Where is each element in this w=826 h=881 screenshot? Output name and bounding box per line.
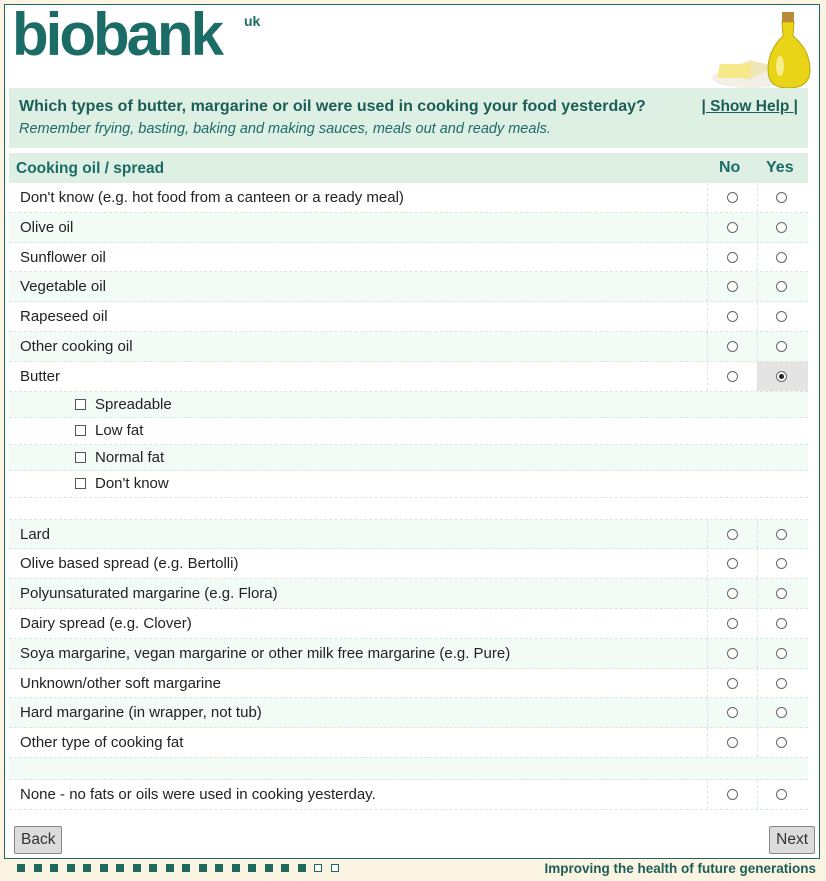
table-row (9, 183, 808, 213)
butter-option (9, 471, 808, 498)
radio-yes[interactable] (776, 192, 787, 203)
column-divider (707, 780, 708, 809)
biobank-logo (12, 1, 261, 68)
row-label: Other type of cooking fat (20, 734, 184, 752)
logo-text: biobank (12, 1, 222, 68)
butter-option (9, 392, 808, 419)
table-row (9, 669, 808, 699)
next-button[interactable]: Next (769, 826, 815, 854)
butter-and-oil-bottle-icon (710, 6, 818, 92)
progress-step (199, 864, 207, 872)
progress-step (17, 864, 25, 872)
column-divider (757, 669, 758, 698)
column-divider (757, 272, 758, 301)
table-row (9, 332, 808, 362)
progress-step (34, 864, 42, 872)
row-label: Butter (20, 367, 61, 385)
column-divider (757, 639, 758, 668)
back-button[interactable]: Back (14, 826, 62, 854)
column-divider (757, 728, 758, 757)
progress-step (182, 864, 190, 872)
column-divider (757, 243, 758, 272)
column-divider (757, 520, 758, 549)
row-label: Unknown/other soft margarine (20, 674, 221, 692)
radio-yes[interactable] (776, 222, 787, 233)
grid-header-label: Cooking oil / spread (16, 160, 165, 177)
none-row-wrap (9, 780, 808, 810)
grid-spacer (9, 758, 808, 780)
progress-step (232, 864, 240, 872)
radio-yes[interactable] (776, 648, 787, 659)
table-row (9, 728, 808, 758)
radio-no[interactable] (727, 737, 738, 748)
radio-yes[interactable] (776, 252, 787, 263)
checkbox[interactable] (75, 399, 86, 410)
radio-no[interactable] (727, 529, 738, 540)
progress-step (67, 864, 75, 872)
column-divider (757, 780, 758, 809)
progress-step (215, 864, 223, 872)
progress-step (166, 864, 174, 872)
radio-yes[interactable] (776, 707, 787, 718)
grid-header (9, 153, 808, 183)
question-box (9, 88, 808, 148)
column-divider (757, 549, 758, 578)
column-divider (707, 183, 708, 212)
progress-step (298, 864, 306, 872)
table-row (9, 609, 808, 639)
radio-no[interactable] (727, 707, 738, 718)
table-row (9, 213, 808, 243)
column-divider (707, 243, 708, 272)
table-row (9, 243, 808, 273)
progress-step (248, 864, 256, 872)
radio-no[interactable] (727, 789, 738, 800)
column-divider (707, 728, 708, 757)
rows-bottom (9, 520, 808, 758)
row-label: Polyunsaturated margarine (e.g. Flora) (20, 585, 278, 603)
checkbox[interactable] (75, 425, 86, 436)
radio-yes[interactable] (776, 789, 787, 800)
column-divider (757, 362, 758, 391)
progress-step (265, 864, 273, 872)
radio-yes[interactable] (776, 371, 787, 382)
table-row (9, 780, 808, 810)
row-label: Soya margarine, vegan margarine or other milk free margarine (e.g. Pure) (20, 644, 511, 662)
table-row (9, 520, 808, 550)
column-divider (707, 669, 708, 698)
table-row (9, 272, 808, 302)
radio-yes[interactable] (776, 618, 787, 629)
column-no-header: No (719, 159, 741, 176)
radio-yes[interactable] (776, 529, 787, 540)
radio-no[interactable] (727, 678, 738, 689)
table-row (9, 698, 808, 728)
table-row (9, 549, 808, 579)
checkbox-label: Don't know (95, 475, 169, 493)
column-divider (707, 520, 708, 549)
row-label: Lard (20, 525, 51, 543)
table-row (9, 639, 808, 669)
checkbox[interactable] (75, 478, 86, 489)
radio-yes[interactable] (776, 311, 787, 322)
column-yes-header: Yes (766, 159, 794, 176)
column-divider (707, 272, 708, 301)
radio-no[interactable] (727, 371, 738, 382)
progress-step (314, 864, 322, 872)
row-label: Dairy spread (e.g. Clover) (20, 614, 192, 632)
row-label: None - no fats or oils were used in cooking yesterday. (20, 785, 376, 803)
column-divider (707, 549, 708, 578)
column-divider (707, 639, 708, 668)
table-row (9, 362, 808, 392)
radio-no[interactable] (727, 311, 738, 322)
butter-options (9, 392, 808, 498)
column-divider (757, 579, 758, 608)
row-label: Vegetable oil (20, 278, 106, 296)
radio-no[interactable] (727, 222, 738, 233)
progress-step (149, 864, 157, 872)
row-label: Hard margarine (in wrapper, not tub) (20, 704, 262, 722)
radio-yes[interactable] (776, 678, 787, 689)
column-divider (757, 302, 758, 331)
radio-yes[interactable] (776, 588, 787, 599)
radio-yes[interactable] (776, 341, 787, 352)
radio-no[interactable] (727, 281, 738, 292)
radio-no[interactable] (727, 648, 738, 659)
footer-tagline: Improving the health of future generations (544, 861, 816, 876)
row-label: Olive based spread (e.g. Bertolli) (20, 555, 239, 573)
table-row (9, 302, 808, 332)
column-divider (707, 698, 708, 727)
column-divider (707, 332, 708, 361)
radio-no[interactable] (727, 558, 738, 569)
progress-step (116, 864, 124, 872)
row-label: Other cooking oil (20, 337, 133, 355)
progress-step (83, 864, 91, 872)
radio-yes[interactable] (776, 281, 787, 292)
butter-option (9, 445, 808, 472)
grid-spacer (9, 498, 808, 520)
column-divider (757, 609, 758, 638)
column-divider (707, 362, 708, 391)
radio-no[interactable] (727, 252, 738, 263)
column-divider (757, 332, 758, 361)
rows-top (9, 183, 808, 392)
question-subtitle: Remember frying, basting, baking and making sauces, meals out and ready meals. (19, 121, 551, 137)
column-divider (757, 698, 758, 727)
radio-no[interactable] (727, 192, 738, 203)
column-divider (757, 213, 758, 242)
progress-step (331, 864, 339, 872)
row-label: Sunflower oil (20, 248, 106, 266)
progress-step (133, 864, 141, 872)
radio-no[interactable] (727, 618, 738, 629)
answer-grid (9, 153, 808, 810)
column-divider (707, 609, 708, 638)
checkbox[interactable] (75, 452, 86, 463)
progress-step (281, 864, 289, 872)
column-divider (707, 579, 708, 608)
row-label: Rapeseed oil (20, 308, 108, 326)
column-divider (757, 183, 758, 212)
radio-yes[interactable] (776, 558, 787, 569)
radio-yes[interactable] (776, 737, 787, 748)
radio-no[interactable] (727, 588, 738, 599)
checkbox-label: Spreadable (95, 395, 172, 413)
question-title: Which types of butter, margarine or oil were used in cooking your food yesterday? (19, 98, 646, 115)
show-help-link[interactable]: | Show Help | (701, 98, 798, 115)
radio-no[interactable] (727, 341, 738, 352)
checkbox-label: Low fat (95, 422, 144, 440)
butter-option (9, 418, 808, 445)
logo-superscript: uk (244, 13, 261, 29)
table-row (9, 579, 808, 609)
progress-step (50, 864, 58, 872)
column-divider (707, 213, 708, 242)
checkbox-label: Normal fat (95, 448, 165, 466)
progress-step (100, 864, 108, 872)
row-label: Olive oil (20, 218, 74, 236)
row-label: Don't know (e.g. hot food from a canteen or a ready meal) (20, 189, 404, 206)
column-divider (707, 302, 708, 331)
